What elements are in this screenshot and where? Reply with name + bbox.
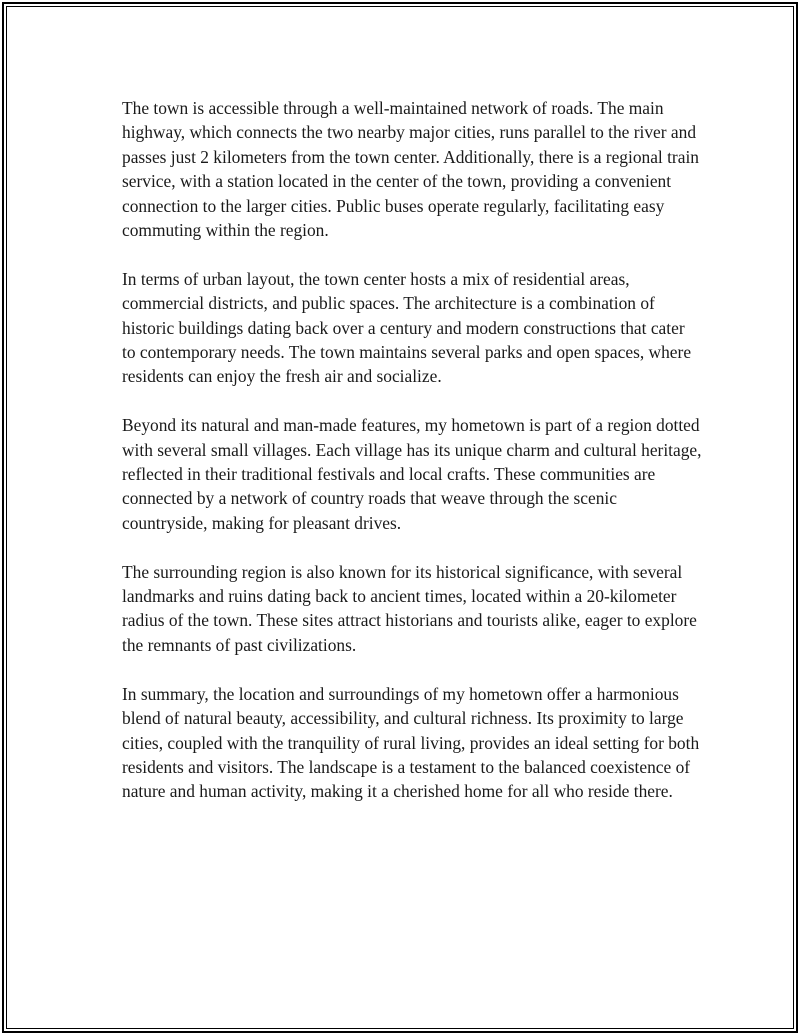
document-body [122,96,702,804]
paragraph-history: The surrounding region is also known for its historical significance, with several landmarks and ruins dating back to ancient times, located within a 20-kilometer radius of the town. These sites attract historians and tourists alike, eager to explore the remnants of past civilizations. [122,561,697,655]
paragraph-urban-layout: In terms of urban layout, the town center hosts a mix of residential areas, commercial districts, and public spaces. The architecture is a combination of historic buildings dating back over a century and modern constructions that cater to contemporary needs. The town maintains several parks and open spaces, where residents can enjoy the fresh air and socialize. [122,268,692,387]
paragraph-transport: The town is accessible through a well-maintained network of roads. The main highway, which connects the two nearby major cities, runs parallel to the river and passes just 2 kilometers from the town center. Additionally, there is a regional train service, with a station located in the center of the town, providing a convenient connection to the larger cities. Public buses operate regularly, facilitating easy commuting within the region. [122,98,699,241]
paragraph-villages: Beyond its natural and man-made features, my hometown is part of a region dotted with several small villages. Each village has its unique charm and cultural heritage, reflected in their traditional festivals and local crafts. These communities are connected by a network of country roads that weave through the scenic countryside, making for pleasant drives. [122,415,702,533]
paragraph-summary: In summary, the location and surroundings of my hometown offer a harmonious blend of natural beauty, accessibility, and cultural richness. Its proximity to large cities, coupled with the tranquility of rural living, provides an ideal setting for both residents and visitors. The landscape is a testament to the balanced coexistence of nature and human activity, making it a cherished home for all who reside there. [122,683,700,802]
page-frame [2,2,798,1033]
